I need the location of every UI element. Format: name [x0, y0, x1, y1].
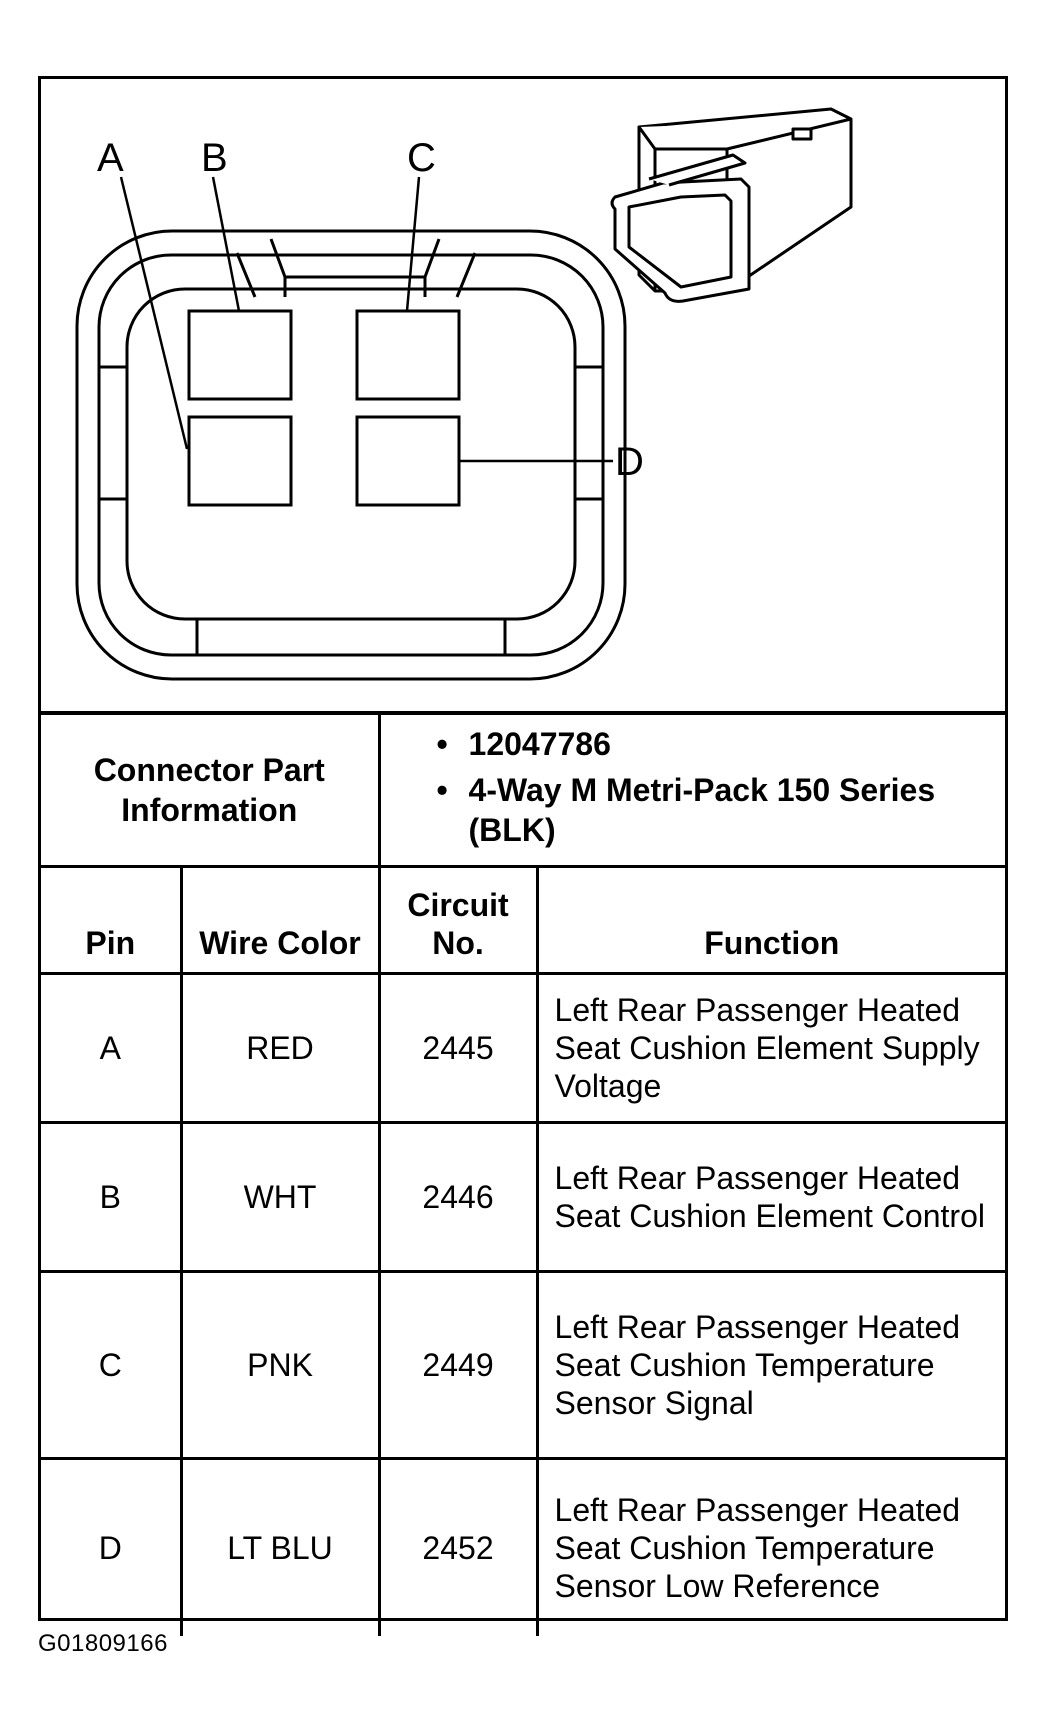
connector-part-info-label: Connector Part Information [41, 715, 379, 867]
circuit-no-cell: 2445 [379, 974, 537, 1123]
table-row [41, 974, 1005, 1123]
figure-id: G01809166 [38, 1630, 168, 1657]
leader-line-b [213, 177, 239, 311]
pinout-table [41, 715, 1005, 1636]
table-row [41, 1123, 1005, 1272]
part-description: • 4-Way M Metri-Pack 150 Series (BLK) [433, 770, 1006, 850]
wire-color-cell: RED [181, 974, 379, 1123]
circuit-no-cell: 2452 [379, 1459, 537, 1637]
table-row [41, 1272, 1005, 1459]
terminal-a [189, 417, 291, 505]
header-wire-color: Wire Color [181, 867, 379, 974]
circuit-no-cell: 2449 [379, 1272, 537, 1459]
terminal-c [357, 311, 459, 399]
pin-cell: C [41, 1272, 181, 1459]
wire-color-cell: PNK [181, 1272, 379, 1459]
function-cell: Left Rear Passenger Heated Seat Cushion Temperature Sensor Signal [537, 1272, 1005, 1459]
pin-label-b: B [201, 136, 228, 180]
leader-line-c [407, 177, 419, 311]
header-pin: Pin [41, 867, 181, 974]
terminal-b [189, 311, 291, 399]
wire-color-cell: WHT [181, 1123, 379, 1272]
connector-diagram [41, 79, 1005, 715]
function-cell: Left Rear Passenger Heated Seat Cushion Element Supply Voltage [537, 974, 1005, 1123]
pin-label-d: D [615, 440, 644, 484]
part-number: • 12047786 [433, 724, 1006, 764]
connector-face-drawing [41, 79, 1005, 711]
pin-cell: D [41, 1459, 181, 1637]
pin-cell: B [41, 1123, 181, 1272]
connector-figure-frame [38, 76, 1008, 1621]
pin-label-c: C [407, 136, 436, 180]
function-cell: Left Rear Passenger Heated Seat Cushion Temperature Sensor Low Reference [537, 1459, 1005, 1637]
connector-part-info-values [379, 715, 1005, 867]
header-function: Function [537, 867, 1005, 974]
leader-line-a [121, 177, 187, 449]
header-circuit-no: Circuit No. [379, 867, 537, 974]
connector-housing-rim [99, 255, 603, 655]
pin-label-a: A [97, 136, 124, 180]
connector-iso-illustration [612, 109, 851, 301]
function-cell: Left Rear Passenger Heated Seat Cushion Element Control [537, 1123, 1005, 1272]
wire-color-cell: LT BLU [181, 1459, 379, 1637]
pin-cell: A [41, 974, 181, 1123]
table-row [41, 1459, 1005, 1637]
terminal-d [357, 417, 459, 505]
circuit-no-cell: 2446 [379, 1123, 537, 1272]
